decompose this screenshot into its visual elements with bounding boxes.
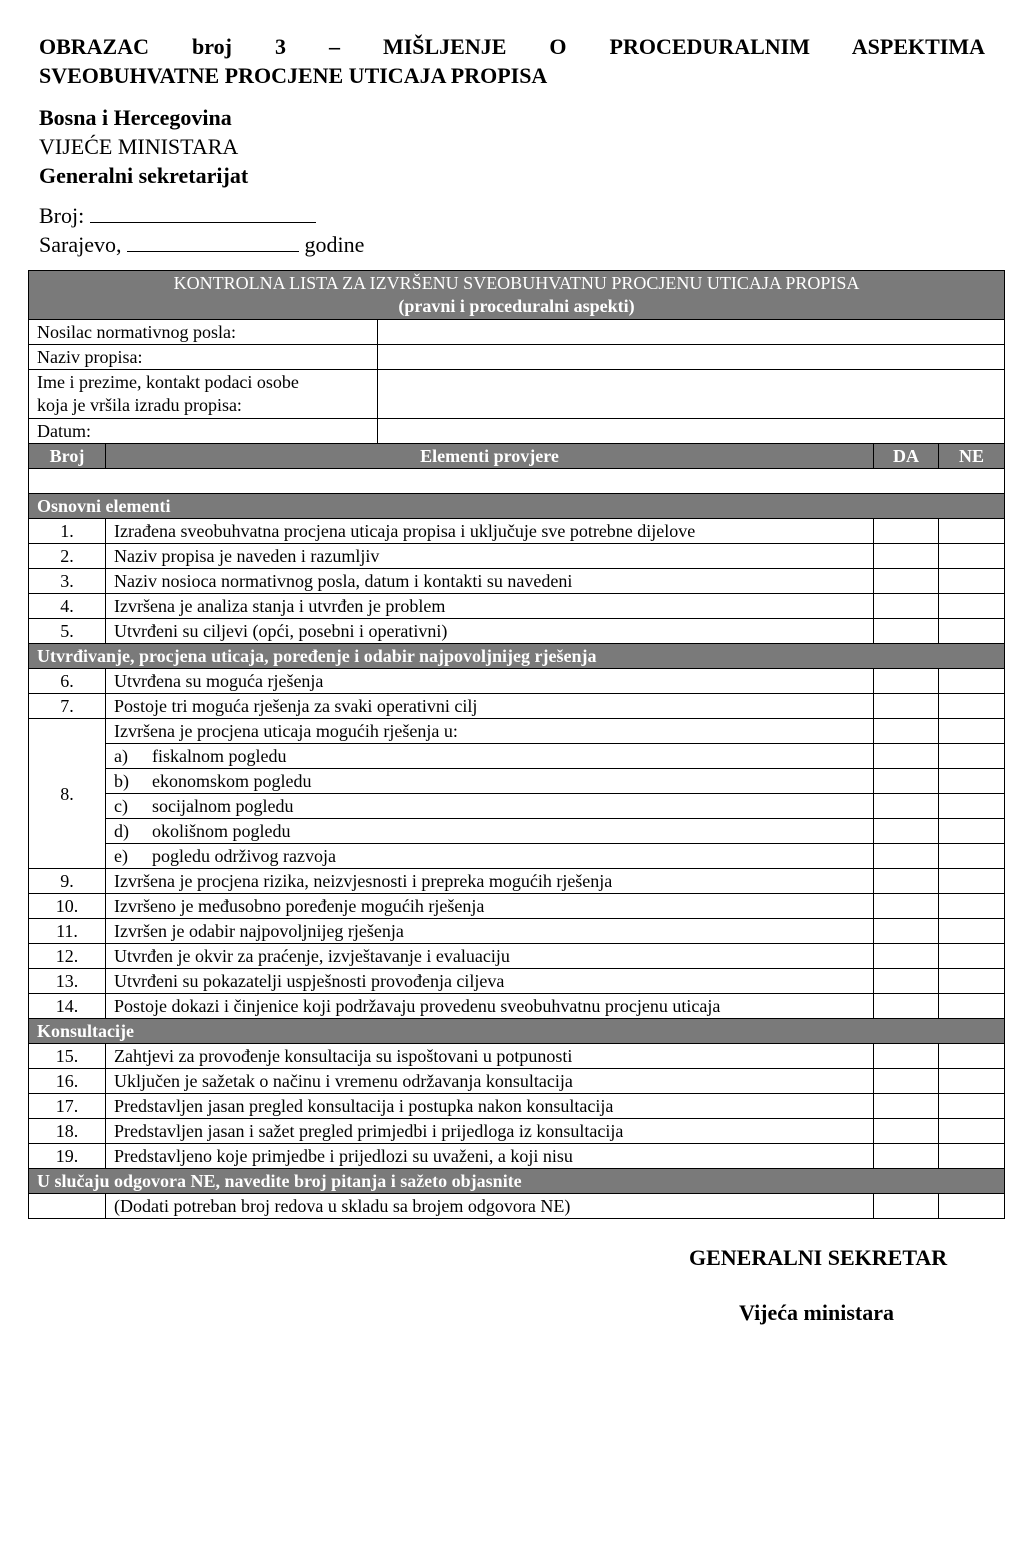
sub-row (29, 744, 1005, 769)
sub-key: b) (114, 771, 129, 791)
row-number: 3. (29, 569, 106, 594)
da-cell[interactable] (874, 894, 939, 919)
row-number: 13. (29, 969, 106, 994)
sub-text: ekonomskom pogledu (152, 771, 312, 791)
broj-line (39, 201, 364, 230)
sub-text: socijalnom pogledu (152, 796, 294, 816)
ne-cell[interactable] (939, 1094, 1005, 1119)
da-cell[interactable] (874, 694, 939, 719)
sub-key: e) (114, 846, 128, 866)
info-value-field[interactable] (378, 419, 1005, 444)
table-row (29, 594, 1005, 619)
title-line-1: OBRAZAC broj 3 – MIŠLJENJE O PROCEDURALNIM ASPEKTIMA (39, 34, 985, 59)
ne-cell[interactable] (939, 1194, 1005, 1219)
info-row-nosilac (29, 320, 1005, 345)
year-word: godine (304, 232, 365, 257)
section-title: Utvrđivanje, procjena uticaja, poređenje i odabir najpovoljnijeg rješenja (29, 644, 1005, 669)
row-text: Uključen je sažetak o načinu i vremenu održavanja konsultacija (106, 1069, 874, 1094)
section-row (29, 1169, 1005, 1194)
da-cell[interactable] (874, 1069, 939, 1094)
sub-key: c) (114, 796, 128, 816)
section-title: Konsultacije (29, 1019, 1005, 1044)
ne-cell[interactable] (939, 669, 1005, 694)
ne-cell[interactable] (939, 969, 1005, 994)
sub-row (29, 844, 1005, 869)
row-number: 9. (29, 869, 106, 894)
ne-cell[interactable] (939, 1144, 1005, 1169)
row-number: 7. (29, 694, 106, 719)
title-line-2: SVEOBUHVATNE PROCJENE UTICAJA PROPISA (39, 63, 548, 88)
col-header-da: DA (874, 444, 939, 469)
table-row (29, 1044, 1005, 1069)
date-blank[interactable] (127, 233, 299, 252)
da-cell[interactable] (874, 519, 939, 544)
row-number: 11. (29, 919, 106, 944)
table-row (29, 1119, 1005, 1144)
sub-text: pogledu održivog razvoja (152, 846, 336, 866)
ne-cell[interactable] (939, 894, 1005, 919)
row-number: 16. (29, 1069, 106, 1094)
da-cell[interactable] (874, 994, 939, 1019)
info-label-line: Ime i prezime, kontakt podaci osobe (37, 372, 299, 392)
broj-label: Broj: (39, 203, 85, 228)
document-title (39, 32, 985, 90)
ne-cell[interactable] (939, 719, 1005, 744)
row-text: Predstavljeno koje primjedbe i prijedlozi su uvaženi, a koji nisu (106, 1144, 874, 1169)
row-text: Naziv propisa je naveden i razumljiv (106, 544, 874, 569)
ne-cell[interactable] (939, 594, 1005, 619)
spacer-row (29, 469, 1005, 494)
row-number: 18. (29, 1119, 106, 1144)
da-cell[interactable] (874, 969, 939, 994)
row-text: Postoje tri moguća rješenja za svaki operativni cilj (106, 694, 874, 719)
row-number: 2. (29, 544, 106, 569)
row-number-field[interactable] (29, 1194, 106, 1219)
sub-item (106, 744, 874, 769)
row-text: Izvršena je procjena rizika, neizvjesnosti i prepreka mogućih rješenja (106, 869, 874, 894)
section-title: Osnovni elementi (29, 494, 1005, 519)
column-header-row (29, 444, 1005, 469)
secretariat-name: Generalni sekretarijat (39, 163, 249, 188)
row-number: 4. (29, 594, 106, 619)
council-name: VIJEĆE MINISTARA (39, 134, 239, 159)
da-cell[interactable] (874, 569, 939, 594)
ne-cell[interactable] (939, 1044, 1005, 1069)
city-label: Sarajevo, (39, 232, 122, 257)
section-row (29, 644, 1005, 669)
sub-item (106, 819, 874, 844)
da-cell[interactable] (874, 744, 939, 769)
sub-text: fiskalnom pogledu (152, 746, 287, 766)
col-header-elementi: Elementi provjere (106, 444, 874, 469)
table-heading: KONTROLNA LISTA ZA IZVRŠENU SVEOBUHVATNU PROCJENU UTICAJA PROPISA (173, 273, 860, 293)
da-cell[interactable] (874, 819, 939, 844)
info-row-osoba (29, 370, 1005, 419)
da-cell[interactable] (874, 669, 939, 694)
row-text: Izvršen je odabir najpovoljnijeg rješenja (106, 919, 874, 944)
table-row (29, 919, 1005, 944)
row-text: Predstavljen jasan pregled konsultacija i postupka nakon konsultacija (106, 1094, 874, 1119)
row-text: Utvrđena su moguća rješenja (106, 669, 874, 694)
table-row (29, 619, 1005, 644)
table-row (29, 944, 1005, 969)
section-title: U slučaju odgovora NE, navedite broj pitanja i sažeto objasnite (29, 1169, 1005, 1194)
ne-cell[interactable] (939, 519, 1005, 544)
da-cell[interactable] (874, 619, 939, 644)
ne-cell[interactable] (939, 944, 1005, 969)
sub-row (29, 769, 1005, 794)
signature-title: GENERALNI SEKRETAR (689, 1245, 948, 1270)
table-row (29, 869, 1005, 894)
ne-cell[interactable] (939, 544, 1005, 569)
sub-item (106, 844, 874, 869)
row-number: 15. (29, 1044, 106, 1069)
da-cell[interactable] (874, 594, 939, 619)
sub-text: okolišnom pogledu (152, 821, 291, 841)
table-row (29, 694, 1005, 719)
info-value-field[interactable] (378, 370, 1005, 419)
info-row-datum (29, 419, 1005, 444)
section-row (29, 1019, 1005, 1044)
signature-body: Vijeća ministara (739, 1300, 894, 1325)
table-row (29, 1194, 1005, 1219)
da-cell[interactable] (874, 1194, 939, 1219)
row-number: 6. (29, 669, 106, 694)
row-number: 14. (29, 994, 106, 1019)
ne-cell[interactable] (939, 1069, 1005, 1094)
ne-cell[interactable] (939, 694, 1005, 719)
info-row-naziv (29, 345, 1005, 370)
da-cell[interactable] (874, 1119, 939, 1144)
info-value-field[interactable] (378, 345, 1005, 370)
row-text: Izrađena sveobuhvatna procjena uticaja propisa i uključuje sve potrebne dijelove (106, 519, 874, 544)
sub-item (106, 769, 874, 794)
row-number: 1. (29, 519, 106, 544)
sub-key: a) (114, 746, 128, 766)
row-text: Postoje dokazi i činjenice koji podržavaju provedenu sveobuhvatnu procjenu uticaja (106, 994, 874, 1019)
row-number: 5. (29, 619, 106, 644)
info-label-line: koja je vršila izradu propisa: (37, 395, 242, 415)
da-cell[interactable] (874, 1044, 939, 1069)
row-text: Izvršeno je međusobno poređenje mogućih rješenja (106, 894, 874, 919)
ne-cell[interactable] (939, 619, 1005, 644)
row-number: 10. (29, 894, 106, 919)
col-header-ne: NE (939, 444, 1005, 469)
row-text: Zahtjevi za provođenje konsultacija su ispoštovani u potpunosti (106, 1044, 874, 1069)
info-label (29, 370, 378, 419)
da-cell[interactable] (874, 1144, 939, 1169)
da-cell[interactable] (874, 944, 939, 969)
country-name: Bosna i Hercegovina (39, 105, 232, 130)
da-cell[interactable] (874, 794, 939, 819)
row-number: 17. (29, 1094, 106, 1119)
table-row (29, 1094, 1005, 1119)
row-text: Utvrđeni su ciljevi (opći, posebni i operativni) (106, 619, 874, 644)
row-text: Naziv nosioca normativnog posla, datum i kontakti su navedeni (106, 569, 874, 594)
info-label: Naziv propisa: (29, 345, 378, 370)
table-subheading: (pravni i proceduralni aspekti) (398, 296, 635, 316)
row-number: 19. (29, 1144, 106, 1169)
sub-row (29, 819, 1005, 844)
da-cell[interactable] (874, 844, 939, 869)
table-row (29, 1144, 1005, 1169)
broj-blank[interactable] (90, 204, 316, 223)
info-label: Datum: (29, 419, 378, 444)
row-text: Predstavljen jasan i sažet pregled primjedbi i prijedloga iz konsultacija (106, 1119, 874, 1144)
row-text: Izvršena je procjena uticaja mogućih rješenja u: (106, 719, 874, 744)
place-date-line (39, 230, 364, 259)
info-value-field[interactable] (378, 320, 1005, 345)
row-number: 12. (29, 944, 106, 969)
row-number: 8. (29, 719, 106, 869)
da-cell[interactable] (874, 719, 939, 744)
row-text: Izvršena je analiza stanja i utvrđen je problem (106, 594, 874, 619)
col-header-broj: Broj (29, 444, 106, 469)
ne-cell[interactable] (939, 869, 1005, 894)
da-cell[interactable] (874, 544, 939, 569)
ne-cell[interactable] (939, 744, 1005, 769)
table-row (29, 669, 1005, 694)
ne-cell[interactable] (939, 769, 1005, 794)
table-row (29, 569, 1005, 594)
ne-cell[interactable] (939, 794, 1005, 819)
row-text: Utvrđen je okvir za praćenje, izvještavanje i evaluaciju (106, 944, 874, 969)
ne-cell[interactable] (939, 1119, 1005, 1144)
info-label: Nosilac normativnog posla: (29, 320, 378, 345)
table-row (29, 894, 1005, 919)
sub-key: d) (114, 821, 129, 841)
ne-cell[interactable] (939, 919, 1005, 944)
row-text: Utvrđeni su pokazatelji uspješnosti provođenja ciljeva (106, 969, 874, 994)
sub-row (29, 794, 1005, 819)
da-cell[interactable] (874, 1094, 939, 1119)
table-heading-row (29, 271, 1005, 320)
table-row (29, 519, 1005, 544)
table-row (29, 719, 1005, 744)
ne-cell[interactable] (939, 819, 1005, 844)
issuer-block (39, 103, 248, 190)
ne-cell[interactable] (939, 994, 1005, 1019)
sub-item (106, 794, 874, 819)
ne-cell[interactable] (939, 569, 1005, 594)
ne-cell[interactable] (939, 844, 1005, 869)
da-cell[interactable] (874, 919, 939, 944)
section-row (29, 494, 1005, 519)
reference-block (39, 201, 364, 259)
checklist-table (28, 270, 1005, 1219)
table-row (29, 969, 1005, 994)
table-row (29, 544, 1005, 569)
da-cell[interactable] (874, 769, 939, 794)
da-cell[interactable] (874, 869, 939, 894)
table-row (29, 994, 1005, 1019)
note-text[interactable]: (Dodati potreban broj redova u skladu sa brojem odgovora NE) (106, 1194, 874, 1219)
table-row (29, 1069, 1005, 1094)
